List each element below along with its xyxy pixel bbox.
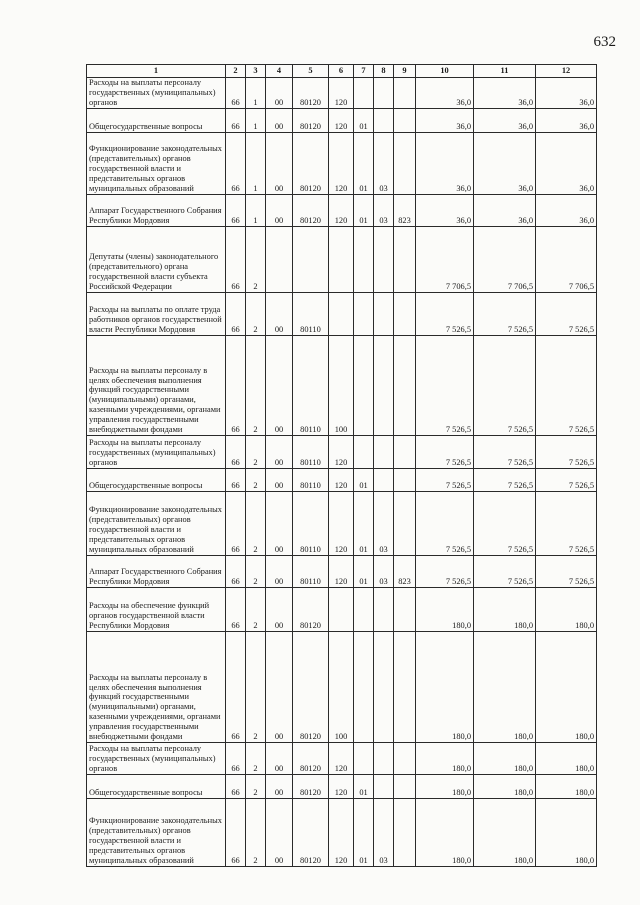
expense-type-cell xyxy=(329,227,354,293)
row-name-cell: Расходы на выплаты персоналу в целях обеспечения выполнения функций государственными (муниципальными) органами, казенными учреждениями, органами управления государственными внебюджетными фондами xyxy=(87,336,226,436)
subsection-cell: 03 xyxy=(374,133,394,195)
amount-year1-cell: 7 526,5 xyxy=(416,436,474,469)
row-name-cell: Расходы на выплаты персоналу государственных (муниципальных) органов xyxy=(87,78,226,109)
page-number: 632 xyxy=(593,34,616,50)
column-header: 4 xyxy=(266,65,293,78)
subprogram-code-cell: 00 xyxy=(266,799,293,867)
subsection-cell xyxy=(374,743,394,775)
admin-code-cell: 66 xyxy=(226,492,246,556)
program-code-cell: 2 xyxy=(246,775,266,799)
program-code-cell: 1 xyxy=(246,78,266,109)
subsection-cell xyxy=(374,588,394,632)
amount-year2-cell: 36,0 xyxy=(474,133,536,195)
ministry-code-cell xyxy=(394,336,416,436)
admin-code-cell: 66 xyxy=(226,109,246,133)
column-header: 9 xyxy=(394,65,416,78)
program-code-cell: 2 xyxy=(246,436,266,469)
table-row xyxy=(87,775,597,799)
amount-year2-cell: 36,0 xyxy=(474,78,536,109)
amount-year3-cell: 180,0 xyxy=(536,632,597,743)
expense-type-cell: 120 xyxy=(329,556,354,588)
expense-type-cell: 120 xyxy=(329,492,354,556)
subprogram-code-cell: 00 xyxy=(266,469,293,492)
expense-type-cell xyxy=(329,588,354,632)
subsection-cell xyxy=(374,436,394,469)
row-name-cell: Общегосударственные вопросы xyxy=(87,109,226,133)
admin-code-cell: 66 xyxy=(226,588,246,632)
article-code-cell: 80120 xyxy=(293,109,329,133)
article-code-cell: 80110 xyxy=(293,436,329,469)
article-code-cell: 80120 xyxy=(293,78,329,109)
subsection-cell xyxy=(374,78,394,109)
column-header: 10 xyxy=(416,65,474,78)
header-row xyxy=(87,65,597,78)
section-cell xyxy=(354,293,374,336)
ministry-code-cell xyxy=(394,799,416,867)
column-header: 11 xyxy=(474,65,536,78)
section-cell: 01 xyxy=(354,133,374,195)
column-header: 2 xyxy=(226,65,246,78)
row-name-cell: Функционирование законодательных (представительных) органов государственной власти и представительных органов муниципальных образований xyxy=(87,799,226,867)
article-code-cell: 80120 xyxy=(293,588,329,632)
table-row xyxy=(87,632,597,743)
expense-type-cell: 120 xyxy=(329,195,354,227)
section-cell xyxy=(354,588,374,632)
ministry-code-cell: 823 xyxy=(394,556,416,588)
program-code-cell: 2 xyxy=(246,743,266,775)
program-code-cell: 2 xyxy=(246,632,266,743)
expense-type-cell: 120 xyxy=(329,743,354,775)
subprogram-code-cell: 00 xyxy=(266,743,293,775)
subprogram-code-cell: 00 xyxy=(266,775,293,799)
article-code-cell: 80110 xyxy=(293,556,329,588)
amount-year1-cell: 36,0 xyxy=(416,109,474,133)
table-row xyxy=(87,133,597,195)
amount-year3-cell: 180,0 xyxy=(536,743,597,775)
program-code-cell: 1 xyxy=(246,195,266,227)
amount-year1-cell: 7 526,5 xyxy=(416,336,474,436)
article-code-cell: 80110 xyxy=(293,469,329,492)
table-body xyxy=(87,78,597,867)
subprogram-code-cell: 00 xyxy=(266,556,293,588)
ministry-code-cell xyxy=(394,469,416,492)
program-code-cell: 2 xyxy=(246,492,266,556)
admin-code-cell: 66 xyxy=(226,469,246,492)
amount-year2-cell: 7 526,5 xyxy=(474,556,536,588)
amount-year1-cell: 180,0 xyxy=(416,632,474,743)
row-name-cell: Общегосударственные вопросы xyxy=(87,775,226,799)
expense-type-cell: 100 xyxy=(329,336,354,436)
amount-year3-cell: 7 526,5 xyxy=(536,492,597,556)
amount-year1-cell: 36,0 xyxy=(416,78,474,109)
table-row xyxy=(87,743,597,775)
subprogram-code-cell: 00 xyxy=(266,293,293,336)
section-cell: 01 xyxy=(354,492,374,556)
amount-year3-cell: 36,0 xyxy=(536,109,597,133)
program-code-cell: 2 xyxy=(246,588,266,632)
amount-year2-cell: 7 526,5 xyxy=(474,336,536,436)
subprogram-code-cell: 00 xyxy=(266,588,293,632)
amount-year2-cell: 180,0 xyxy=(474,775,536,799)
row-name-cell: Функционирование законодательных (представительных) органов государственной власти и представительных органов муниципальных образований xyxy=(87,492,226,556)
row-name-cell: Депутаты (члены) законодательного (представительного) органа государственной власти субъекта Российской Федерации xyxy=(87,227,226,293)
expense-type-cell: 120 xyxy=(329,109,354,133)
column-header: 1 xyxy=(87,65,226,78)
amount-year1-cell: 180,0 xyxy=(416,799,474,867)
subsection-cell: 03 xyxy=(374,195,394,227)
expense-type-cell: 120 xyxy=(329,78,354,109)
subprogram-code-cell: 00 xyxy=(266,436,293,469)
ministry-code-cell xyxy=(394,78,416,109)
amount-year3-cell: 180,0 xyxy=(536,775,597,799)
amount-year1-cell: 180,0 xyxy=(416,775,474,799)
section-cell xyxy=(354,743,374,775)
ministry-code-cell: 823 xyxy=(394,195,416,227)
ministry-code-cell xyxy=(394,133,416,195)
amount-year3-cell: 7 706,5 xyxy=(536,227,597,293)
admin-code-cell: 66 xyxy=(226,743,246,775)
amount-year2-cell: 180,0 xyxy=(474,743,536,775)
article-code-cell: 80110 xyxy=(293,293,329,336)
amount-year3-cell: 7 526,5 xyxy=(536,336,597,436)
admin-code-cell: 66 xyxy=(226,195,246,227)
table-row xyxy=(87,799,597,867)
program-code-cell: 2 xyxy=(246,556,266,588)
admin-code-cell: 66 xyxy=(226,78,246,109)
ministry-code-cell xyxy=(394,293,416,336)
ministry-code-cell xyxy=(394,109,416,133)
expense-type-cell: 120 xyxy=(329,133,354,195)
ministry-code-cell xyxy=(394,436,416,469)
ministry-code-cell xyxy=(394,588,416,632)
article-code-cell: 80110 xyxy=(293,336,329,436)
section-cell: 01 xyxy=(354,556,374,588)
expense-type-cell: 120 xyxy=(329,775,354,799)
admin-code-cell: 66 xyxy=(226,775,246,799)
table-row xyxy=(87,78,597,109)
column-header: 3 xyxy=(246,65,266,78)
section-cell: 01 xyxy=(354,109,374,133)
subprogram-code-cell xyxy=(266,227,293,293)
admin-code-cell: 66 xyxy=(226,336,246,436)
amount-year1-cell: 7 526,5 xyxy=(416,469,474,492)
amount-year2-cell: 7 526,5 xyxy=(474,469,536,492)
row-name-cell: Аппарат Государственного Собрания Республики Мордовия xyxy=(87,195,226,227)
admin-code-cell: 66 xyxy=(226,799,246,867)
section-cell: 01 xyxy=(354,195,374,227)
amount-year3-cell: 36,0 xyxy=(536,195,597,227)
subprogram-code-cell: 00 xyxy=(266,133,293,195)
column-header: 8 xyxy=(374,65,394,78)
section-cell: 01 xyxy=(354,775,374,799)
subprogram-code-cell: 00 xyxy=(266,632,293,743)
row-name-cell: Общегосударственные вопросы xyxy=(87,469,226,492)
program-code-cell: 2 xyxy=(246,469,266,492)
ministry-code-cell xyxy=(394,743,416,775)
subsection-cell xyxy=(374,775,394,799)
section-cell xyxy=(354,78,374,109)
amount-year3-cell: 7 526,5 xyxy=(536,293,597,336)
program-code-cell: 2 xyxy=(246,799,266,867)
section-cell xyxy=(354,436,374,469)
subsection-cell: 03 xyxy=(374,492,394,556)
row-name-cell: Функционирование законодательных (представительных) органов государственной власти и представительных органов муниципальных образований xyxy=(87,133,226,195)
subsection-cell xyxy=(374,293,394,336)
subprogram-code-cell: 00 xyxy=(266,336,293,436)
program-code-cell: 1 xyxy=(246,109,266,133)
ministry-code-cell xyxy=(394,492,416,556)
amount-year1-cell: 36,0 xyxy=(416,195,474,227)
article-code-cell: 80120 xyxy=(293,743,329,775)
subsection-cell xyxy=(374,227,394,293)
table-row xyxy=(87,492,597,556)
column-header: 5 xyxy=(293,65,329,78)
table-row xyxy=(87,336,597,436)
table-row xyxy=(87,227,597,293)
subsection-cell: 03 xyxy=(374,799,394,867)
table-row xyxy=(87,469,597,492)
table-row xyxy=(87,556,597,588)
amount-year1-cell: 7 526,5 xyxy=(416,492,474,556)
admin-code-cell: 66 xyxy=(226,632,246,743)
amount-year1-cell: 180,0 xyxy=(416,743,474,775)
row-name-cell: Расходы на выплаты персоналу государственных (муниципальных) органов xyxy=(87,436,226,469)
amount-year3-cell: 7 526,5 xyxy=(536,469,597,492)
article-code-cell: 80120 xyxy=(293,133,329,195)
section-cell xyxy=(354,632,374,743)
article-code-cell: 80120 xyxy=(293,775,329,799)
amount-year2-cell: 180,0 xyxy=(474,588,536,632)
amount-year2-cell: 180,0 xyxy=(474,799,536,867)
subsection-cell xyxy=(374,469,394,492)
program-code-cell: 2 xyxy=(246,293,266,336)
admin-code-cell: 66 xyxy=(226,436,246,469)
amount-year2-cell: 7 526,5 xyxy=(474,436,536,469)
amount-year3-cell: 7 526,5 xyxy=(536,556,597,588)
ministry-code-cell xyxy=(394,227,416,293)
table-row xyxy=(87,195,597,227)
amount-year1-cell: 7 526,5 xyxy=(416,293,474,336)
admin-code-cell: 66 xyxy=(226,293,246,336)
table-row xyxy=(87,436,597,469)
program-code-cell: 2 xyxy=(246,227,266,293)
row-name-cell: Аппарат Государственного Собрания Республики Мордовия xyxy=(87,556,226,588)
amount-year1-cell: 36,0 xyxy=(416,133,474,195)
subsection-cell xyxy=(374,336,394,436)
amount-year2-cell: 7 526,5 xyxy=(474,293,536,336)
program-code-cell: 1 xyxy=(246,133,266,195)
article-code-cell: 80120 xyxy=(293,799,329,867)
amount-year2-cell: 36,0 xyxy=(474,109,536,133)
amount-year2-cell: 36,0 xyxy=(474,195,536,227)
column-header: 7 xyxy=(354,65,374,78)
row-name-cell: Расходы на выплаты персоналу государственных (муниципальных) органов xyxy=(87,743,226,775)
article-code-cell xyxy=(293,227,329,293)
section-cell xyxy=(354,336,374,436)
subsection-cell xyxy=(374,632,394,743)
admin-code-cell: 66 xyxy=(226,556,246,588)
amount-year3-cell: 180,0 xyxy=(536,588,597,632)
expense-type-cell: 120 xyxy=(329,469,354,492)
section-cell xyxy=(354,227,374,293)
column-header: 12 xyxy=(536,65,597,78)
amount-year1-cell: 7 526,5 xyxy=(416,556,474,588)
subprogram-code-cell: 00 xyxy=(266,109,293,133)
row-name-cell: Расходы на выплаты по оплате труда работников органов государственной власти Республики Мордовия xyxy=(87,293,226,336)
amount-year3-cell: 180,0 xyxy=(536,799,597,867)
ministry-code-cell xyxy=(394,632,416,743)
program-code-cell: 2 xyxy=(246,336,266,436)
admin-code-cell: 66 xyxy=(226,133,246,195)
article-code-cell: 80120 xyxy=(293,195,329,227)
table-row xyxy=(87,109,597,133)
expense-type-cell xyxy=(329,293,354,336)
amount-year3-cell: 7 526,5 xyxy=(536,436,597,469)
amount-year1-cell: 7 706,5 xyxy=(416,227,474,293)
admin-code-cell: 66 xyxy=(226,227,246,293)
row-name-cell: Расходы на обеспечение функций органов государственной власти Республики Мордовия xyxy=(87,588,226,632)
expense-type-cell: 120 xyxy=(329,799,354,867)
table-row xyxy=(87,588,597,632)
amount-year1-cell: 180,0 xyxy=(416,588,474,632)
amount-year2-cell: 7 706,5 xyxy=(474,227,536,293)
table-row xyxy=(87,293,597,336)
ministry-code-cell xyxy=(394,775,416,799)
amount-year2-cell: 7 526,5 xyxy=(474,492,536,556)
subsection-cell xyxy=(374,109,394,133)
section-cell: 01 xyxy=(354,799,374,867)
subprogram-code-cell: 00 xyxy=(266,78,293,109)
column-header: 6 xyxy=(329,65,354,78)
article-code-cell: 80120 xyxy=(293,632,329,743)
expense-type-cell: 100 xyxy=(329,632,354,743)
amount-year3-cell: 36,0 xyxy=(536,133,597,195)
amount-year3-cell: 36,0 xyxy=(536,78,597,109)
row-name-cell: Расходы на выплаты персоналу в целях обеспечения выполнения функций государственными (муниципальными) органами, казенными учреждениями, органами управления государственными внебюджетными фондами xyxy=(87,632,226,743)
amount-year2-cell: 180,0 xyxy=(474,632,536,743)
section-cell: 01 xyxy=(354,469,374,492)
subprogram-code-cell: 00 xyxy=(266,195,293,227)
expense-type-cell: 120 xyxy=(329,436,354,469)
article-code-cell: 80110 xyxy=(293,492,329,556)
budget-table xyxy=(86,64,597,867)
subprogram-code-cell: 00 xyxy=(266,492,293,556)
subsection-cell: 03 xyxy=(374,556,394,588)
